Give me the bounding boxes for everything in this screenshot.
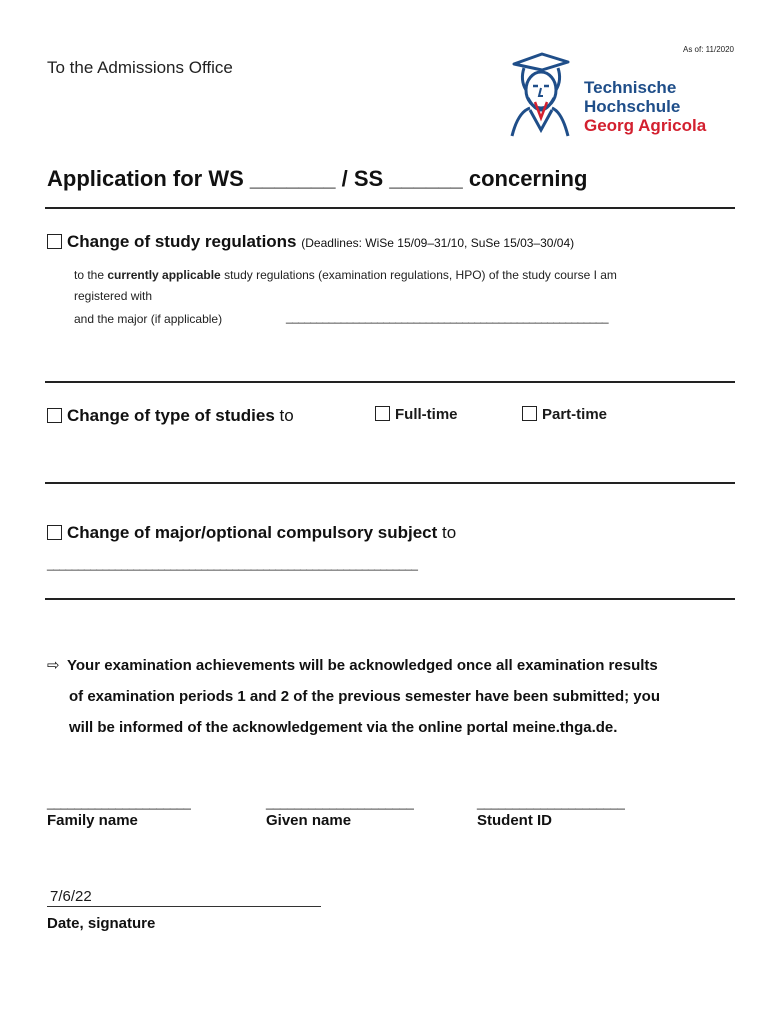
logo-wordmark [584,78,706,135]
agricola-portrait-icon [508,50,572,140]
desc-pre: to the [74,268,108,282]
given-name-line[interactable]: _____________________ [266,795,414,810]
study-regulations-description [74,265,714,307]
major-input-line[interactable]: _____________________________________________________ [286,310,608,324]
divider [45,482,735,484]
section-study-regulations [47,232,574,252]
divider [45,207,735,209]
student-id-label: Student ID [477,812,552,829]
desc-post: study regulations (examination regulations, HPO) of the study course I am [220,268,617,282]
acknowledgement-note [47,650,737,743]
given-name-label: Given name [266,812,352,829]
page-title: Application for WS _______ / SS ______ concerning [47,166,588,191]
family-name-line[interactable]: _____________________ [47,795,191,810]
note-line-2: of examination periods 1 and 2 of the previous semester have been submitted; you [69,688,660,705]
parttime-option[interactable] [522,406,607,423]
study-regulations-checkbox[interactable] [47,234,62,249]
fulltime-checkbox[interactable] [375,406,390,421]
date-value: 7/6/22 [50,888,92,905]
date-signature-field[interactable] [47,888,321,907]
family-name-label: Family name [47,812,138,829]
as-of-date: As of: 11/2020 [683,45,734,54]
note-line-3: will be informed of the acknowledgement via the online portal meine.thga.de. [69,719,618,736]
parttime-checkbox[interactable] [522,406,537,421]
major-subject-input-line[interactable]: ____________________________________________________________ [47,557,418,571]
change-of-major-heading: Change of major/optional compulsory subject [67,523,438,542]
parttime-label: Part-time [542,406,608,423]
logo-line-2: Hochschule [584,97,681,116]
desc-line-2: registered with [74,289,153,303]
fulltime-label: Full-time [395,406,458,423]
divider [45,598,735,600]
type-of-studies-heading: Change of type of studies [67,406,275,425]
logo-line-3: Georg Agricola [584,116,707,135]
section-change-of-major [47,523,456,543]
study-regulations-deadline: (Deadlines: WiSe 15/09–31/10, SuSe 15/03–30/04) [301,236,575,250]
desc-bold: currently applicable [107,268,221,282]
section-type-of-studies [47,406,294,426]
recipient: To the Admissions Office [47,58,233,77]
major-label: and the major (if applicable) [74,312,223,326]
type-of-studies-checkbox[interactable] [47,408,62,423]
arrow-right-icon: ⇨ [47,657,60,674]
type-of-studies-to: to [279,406,294,425]
study-regulations-heading: Change of study regulations [67,232,297,251]
logo-line-1: Technische [584,78,677,97]
change-of-major-checkbox[interactable] [47,525,62,540]
date-signature-label: Date, signature [47,915,156,932]
university-logo [508,50,738,140]
student-id-line[interactable]: _____________________ [477,795,625,810]
note-line-1: Your examination achievements will be acknowledged once all examination results [67,657,658,674]
change-of-major-to: to [442,523,457,542]
fulltime-option[interactable] [375,406,458,423]
divider [45,381,735,383]
